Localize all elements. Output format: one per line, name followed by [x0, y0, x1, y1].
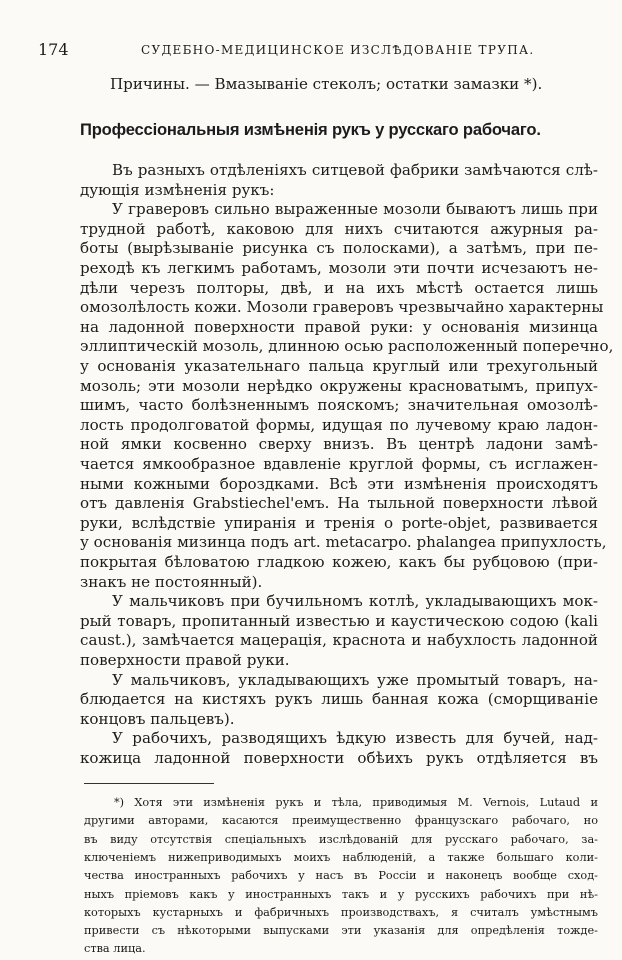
body-line: блюдается на кистяхъ рукъ лишь банная кожа (сморщиванiе — [80, 690, 598, 709]
body-line: реходѣ къ легкимъ работамъ, мозоли эти почти исчезаютъ не- — [80, 259, 598, 277]
body-line: эллиптическiй мозоль, длинною осью расположенный поперечно, — [80, 337, 614, 356]
page-header — [38, 40, 598, 62]
body-line: У мальчиковъ при бучильномъ котлѣ, укладывающихъ мок- — [112, 592, 598, 611]
body-line: руки, вслѣдствiе упиранiя и тренiя о porte-objet, развивается — [80, 513, 598, 532]
body-line: У рабочихъ, разводящихъ ѣдкую известь для бучей, над- — [112, 729, 598, 748]
body-line: чается ямкообразное вдавленiе круглой формы, съ исглажен- — [80, 455, 598, 473]
footnote-line: въ виду отсутствiя спецiальныхъ изслѣдованiй для русскаго рабочаго, за- — [84, 832, 598, 846]
body-line: Въ разныхъ отдѣленiяхъ ситцевой фабрики замѣчаются слѣ- — [112, 161, 598, 179]
section-heading: Профессiональныя измѣненiя рукъ у русскаго рабочаго. — [80, 120, 541, 139]
body-line: У граверовъ сильно выраженные мозоли бываютъ лишь при — [112, 200, 598, 219]
footnote-line: ныхъ прiемовъ какъ у иностранныхъ такъ и у русскихъ рабочихъ при нѣ- — [84, 887, 598, 901]
body-line: шимъ, часто болѣзненнымъ пояскомъ; значительная омозолѣ- — [80, 396, 598, 415]
body-line: покрытая бѣловатою гладкою кожею, какъ бы рубцовою (при- — [80, 553, 598, 571]
body-line: дѣли черезъ полторы, двѣ, и на ихъ мѣстѣ остается лишь — [80, 278, 598, 297]
body-line: концовъ пальцевъ). — [80, 709, 235, 728]
body-line: поверхности правой руки. — [80, 651, 290, 669]
body-line: кожица ладонной поверхности обѣихъ рукъ отдѣляется въ — [80, 749, 598, 767]
body-line: знакъ не постоянный). — [80, 572, 263, 591]
body-line: трудной работѣ, каковою для нихъ считаются ажурныя ра- — [80, 219, 598, 238]
body-line: отъ давленiя Grabstiechel'емъ. На тыльной поверхности лѣвой — [80, 494, 598, 513]
body-line: боты (вырѣзыванiе рисунка съ полосками), а затѣмъ, при пе- — [80, 239, 598, 258]
causes-line: Причины. — Вмазыванiе стеколъ; остатки замазки *). — [110, 75, 543, 93]
footnote-line: другими авторами, касаются преимущественно французскаго рабочаго, но — [84, 814, 598, 828]
footnote-line: ключенiемъ нижеприводимыхъ моихъ наблюденiй, а также большаго коли- — [84, 850, 598, 864]
body-line: на ладонной поверхности правой руки: у основанiя мизинца — [80, 317, 598, 336]
body-line: у основанiя мизинца подъ art. metacarpo. phalangea припухлость, — [80, 533, 607, 552]
running-head: СУДЕБНО-МЕДИЦИНСКОЕ ИЗСЛѢДОВАНIЕ ТРУПА. — [141, 43, 535, 57]
body-line: омозолѣлость кожи. Мозоли граверовъ чрезвычайно характерны — [80, 298, 604, 317]
body-line: У мальчиковъ, укладывающихъ уже промытый товаръ, на- — [112, 670, 598, 689]
body-line: caust.), замѣчается мацерацiя, краснота и набухлость ладонной — [80, 631, 598, 650]
page-number: 174 — [38, 40, 69, 59]
body-line: ными кожными бороздками. Всѣ эти измѣненiя происходятъ — [80, 474, 598, 493]
body-line: мозоль; эти мозоли нерѣдко окружены красноватымъ, припух- — [80, 376, 598, 395]
footnote-line: чества иностранныхъ рабочихъ у насъ въ Россiи и наконецъ вообще сход- — [84, 869, 598, 883]
body-line: ной ямки косвенно сверху внизъ. Въ центрѣ ладони замѣ- — [80, 435, 598, 454]
body-line: у основанiя указательнаго пальца круглый или трехугольный — [80, 357, 598, 375]
footnote-line: *) Хотя эти измѣненiя рукъ и тѣла, приводимыя M. Vernois, Lutaud и — [114, 796, 598, 809]
footnote-line: которыхъ кустарныхъ и фабричныхъ производствахъ, я считалъ умѣстнымъ — [84, 905, 598, 919]
footnote-line: ства лица. — [84, 942, 146, 956]
footnote-line: привести съ нѣкоторыми выпусками эти указанiя для опредѣленiя тожде- — [84, 924, 598, 938]
footnote-divider — [84, 783, 214, 784]
body-line: дующiя измѣненiя рукъ: — [80, 180, 275, 199]
body-line: рый товаръ, пропитанный известью и каустическою содою (kali — [80, 611, 598, 630]
body-line: лость продолговатой формы, идущая по лучевому краю ладон- — [80, 415, 598, 434]
